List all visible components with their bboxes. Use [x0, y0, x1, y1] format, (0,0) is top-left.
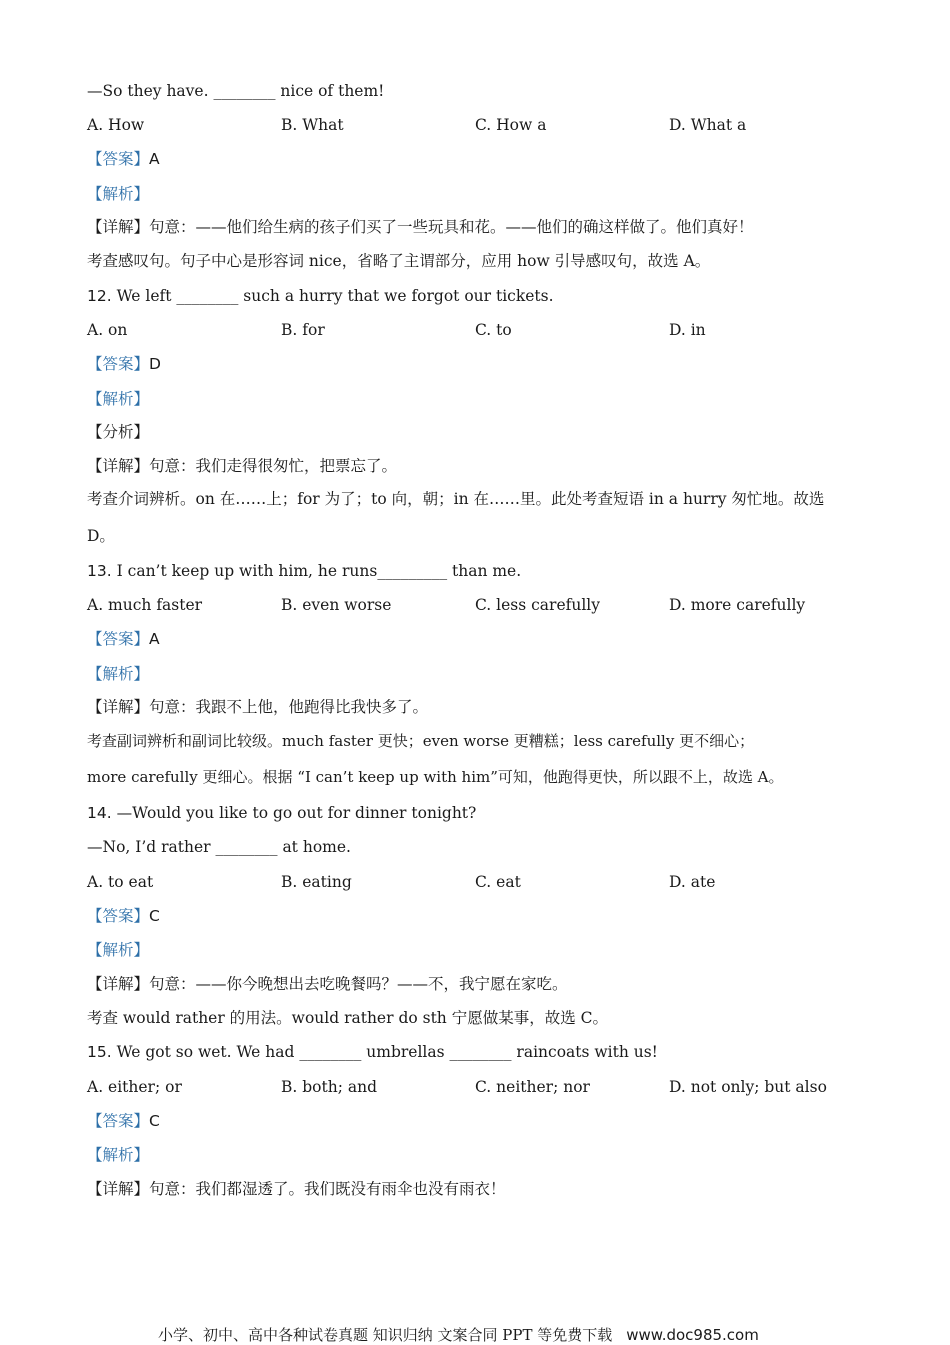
q11-option-d: D. What a	[669, 116, 747, 134]
q15-option-c: C. neither; nor	[475, 1078, 590, 1096]
detail-text: 句意：——你今晚想出去吃晚餐吗？——不，我宁愿在家吃。	[149, 975, 568, 993]
q13-analysis-tag: 【解析】	[87, 665, 150, 683]
q12-detail	[87, 456, 397, 476]
q13-option-d: D. more carefully	[669, 596, 806, 614]
q13-option-a: A. much faster	[87, 596, 203, 614]
footer-url-link[interactable]: www.doc985.com	[626, 1326, 759, 1344]
q15-option-a: A. either; or	[87, 1078, 182, 1096]
q13-option-b: B. even worse	[281, 596, 392, 614]
question-number: 13.	[87, 562, 112, 580]
q15-option-b: B. both; and	[281, 1078, 378, 1096]
q11-stem-line: —So they have. ________ nice of them!	[87, 82, 385, 100]
q15-stem	[87, 1042, 658, 1062]
q14-option-c: C. eat	[475, 873, 521, 891]
q12-analysis-tag: 【解析】	[87, 390, 150, 408]
q14-stem-line-2: —No, I’d rather ________ at home.	[87, 838, 351, 856]
footer-text: 小学、初中、高中各种试卷真题 知识归纳 文案合同 PPT 等免费下载	[158, 1326, 613, 1344]
q12-option-b: B. for	[281, 321, 325, 339]
q15-answer	[87, 1111, 160, 1131]
q13-detail	[87, 697, 428, 717]
q14-stem	[87, 803, 476, 823]
detail-tag: 【详解】	[87, 1180, 150, 1198]
q15-option-d: D. not only; but also	[669, 1078, 827, 1096]
question-number: 14.	[87, 804, 112, 822]
q12-stem	[87, 286, 554, 306]
q14-option-a: A. to eat	[87, 873, 154, 891]
answer-value: C	[149, 907, 160, 925]
answer-tag: 【答案】	[87, 630, 150, 648]
detail-tag: 【详解】	[87, 457, 150, 475]
answer-value: C	[149, 1112, 160, 1130]
q14-answer	[87, 906, 160, 926]
question-text: I can’t keep up with him, he runs_________ than me.	[116, 562, 522, 580]
q14-detail	[87, 974, 568, 994]
q14-analysis-tag: 【解析】	[87, 941, 150, 959]
q15-detail	[87, 1179, 506, 1199]
answer-value: A	[149, 630, 160, 648]
q14-explain: 考查 would rather 的用法。would rather do sth 宁愿做某事，故选 C。	[87, 1009, 609, 1027]
answer-value: A	[149, 150, 160, 168]
q11-option-c: C. How a	[475, 116, 547, 134]
q12-answer	[87, 354, 161, 374]
question-text: We got so wet. We had ________ umbrellas ________ raincoats with us!	[116, 1043, 658, 1061]
q11-option-a: A. How	[87, 116, 145, 134]
answer-value: D	[149, 355, 161, 373]
question-number: 15.	[87, 1043, 112, 1061]
q13-explain-1: 考查副词辨析和副词比较级。much faster 更快；even worse 更糟糕；less carefully 更不细心；	[87, 732, 755, 750]
page-footer	[158, 1324, 759, 1345]
q14-option-b: B. eating	[281, 873, 352, 891]
q11-detail	[87, 217, 754, 237]
detail-text: 句意：——他们给生病的孩子们买了一些玩具和花。——他们的确这样做了。他们真好！	[149, 218, 754, 236]
q11-analysis-tag: 【解析】	[87, 185, 150, 203]
detail-text: 句意：我们走得很匆忙，把票忘了。	[149, 457, 398, 475]
q12-explain-1: 考查介词辨析。on 在……上；for 为了；to 向，朝；in 在……里。此处考查短语 in a hurry 匆忙地。故选	[87, 490, 825, 508]
q13-explain-2: more carefully 更细心。根据 “I can’t keep up with him”可知，他跑得更快，所以跟不上，故选 A。	[87, 768, 784, 786]
answer-tag: 【答案】	[87, 1112, 150, 1130]
detail-tag: 【详解】	[87, 698, 150, 716]
detail-tag: 【详解】	[87, 975, 150, 993]
q15-analysis-tag: 【解析】	[87, 1146, 150, 1164]
question-text: —Would you like to go out for dinner tonight?	[116, 804, 477, 822]
q12-explain-2: D。	[87, 527, 115, 545]
answer-tag: 【答案】	[87, 355, 150, 373]
q11-answer	[87, 149, 160, 169]
q13-answer	[87, 629, 160, 649]
q11-explain: 考查感叹句。句子中心是形容词 nice，省略了主谓部分，应用 how 引导感叹句，故选 A。	[87, 252, 711, 270]
q12-option-d: D. in	[669, 321, 706, 339]
answer-tag: 【答案】	[87, 150, 150, 168]
q14-option-d: D. ate	[669, 873, 716, 891]
detail-tag: 【详解】	[87, 218, 150, 236]
question-number: 12.	[87, 287, 112, 305]
q11-option-b: B. What	[281, 116, 344, 134]
question-text: We left ________ such a hurry that we forgot our tickets.	[116, 287, 554, 305]
q12-fenxi-tag: 【分析】	[87, 423, 150, 441]
q13-stem	[87, 561, 521, 581]
q12-option-a: A. on	[87, 321, 128, 339]
detail-text: 句意：我跟不上他，他跑得比我快多了。	[149, 698, 429, 716]
q12-option-c: C. to	[475, 321, 512, 339]
answer-tag: 【答案】	[87, 907, 150, 925]
q13-option-c: C. less carefully	[475, 596, 601, 614]
detail-text: 句意：我们都湿透了。我们既没有雨伞也没有雨衣！	[149, 1180, 506, 1198]
